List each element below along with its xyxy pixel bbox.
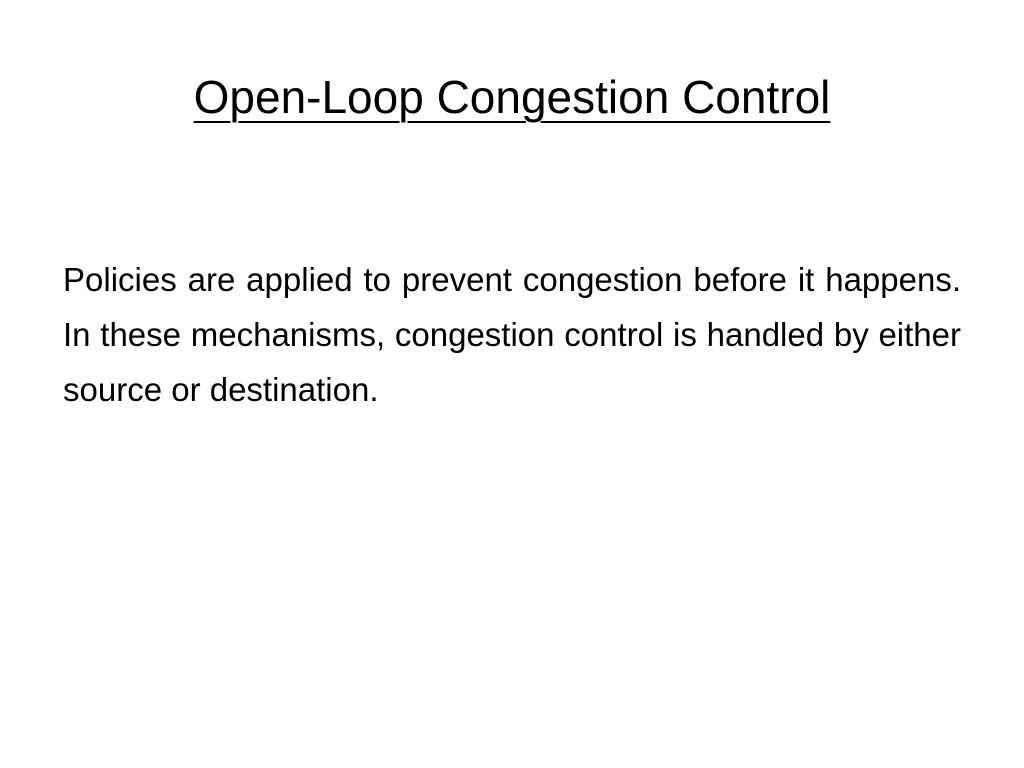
slide-body-text: Policies are applied to prevent congestion before it happens. In these mechanisms, congestion control is handled by either source or destination. <box>63 261 961 408</box>
slide-title: Open-Loop Congestion Control <box>193 71 831 123</box>
